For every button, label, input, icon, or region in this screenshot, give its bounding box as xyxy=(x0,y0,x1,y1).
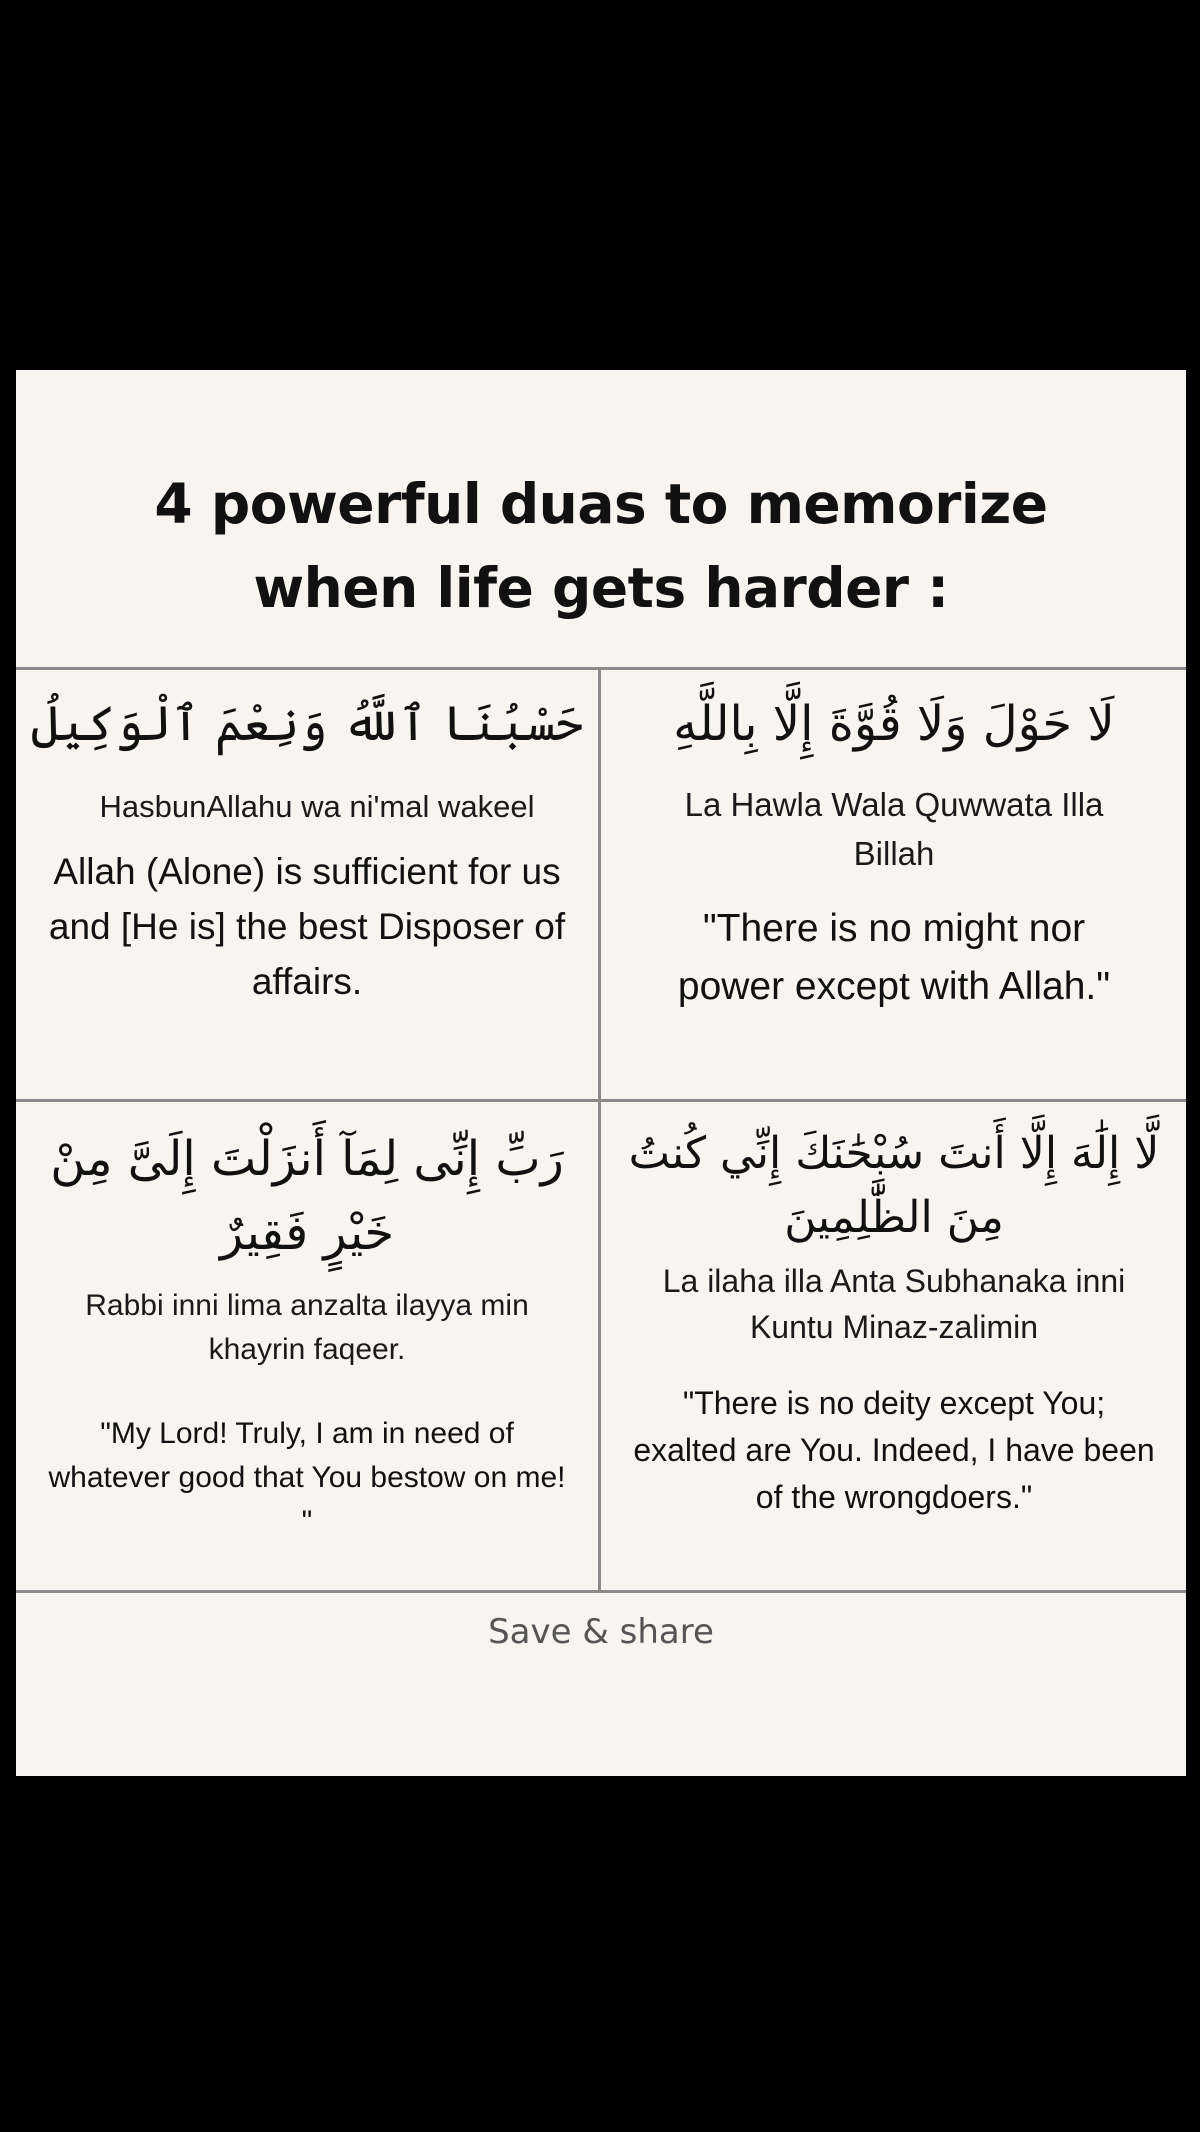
dua-meaning: "There is no might nor power except with Allah." xyxy=(677,907,1111,1008)
dua-cell-bottom-left xyxy=(26,1122,588,1544)
dua-card xyxy=(16,370,1186,1776)
dua-cell-bottom-right xyxy=(613,1122,1175,1521)
dua-cell-top-left xyxy=(26,688,588,1009)
dua-arabic: حَسْبُنَا ٱللَّهُ وَنِعْمَ ٱلْوَكِيلُ xyxy=(30,696,584,752)
dua-transliteration: La Hawla Wala Quwwata Illa Billah xyxy=(684,786,1104,872)
dua-meaning: "My Lord! Truly, I am in need of whatever good that You bestow on me! " xyxy=(48,1417,566,1538)
dua-arabic: رَبِّ إِنِّى لِمَآ أَنزَلْتَ إِلَىَّ مِنْ خَيْرٍ فَقِيرٌ xyxy=(50,1131,564,1261)
dua-transliteration: HasbunAllahu wa ni'mal wakeel xyxy=(99,789,535,824)
divider-middle xyxy=(16,1099,1186,1102)
divider-bottom xyxy=(16,1590,1186,1593)
dua-arabic: لَا حَوْلَ وَلَا قُوَّةَ إِلَّا بِاللَّهِ xyxy=(673,696,1115,752)
dua-meaning: "There is no deity except You; exalted are You. Indeed, I have been of the wrongdoers." xyxy=(633,1385,1155,1515)
title-line-1: 4 powerful duas to memorize xyxy=(154,472,1048,536)
dua-meaning: Allah (Alone) is sufficient for us and [He is] the best Disposer of affairs. xyxy=(48,851,566,1002)
title-line-2: when life gets harder : xyxy=(253,556,949,620)
dua-cell-top-right xyxy=(613,688,1175,1016)
dua-arabic: لَّا إِلَٰهَ إِلَّا أَنتَ سُبْحَٰنَكَ إِنِّي كُنتُ مِنَ الظَّٰلِمِينَ xyxy=(628,1128,1160,1243)
divider-vertical xyxy=(598,667,601,1593)
page-title xyxy=(16,462,1186,630)
dua-transliteration: La ilaha illa Anta Subhanaka inni Kuntu Minaz-zalimin xyxy=(662,1263,1126,1345)
divider-top xyxy=(16,667,1186,670)
save-share-label: Save & share xyxy=(488,1612,714,1652)
dua-transliteration: Rabbi inni lima anzalta ilayya min khayrin faqeer. xyxy=(85,1289,529,1366)
